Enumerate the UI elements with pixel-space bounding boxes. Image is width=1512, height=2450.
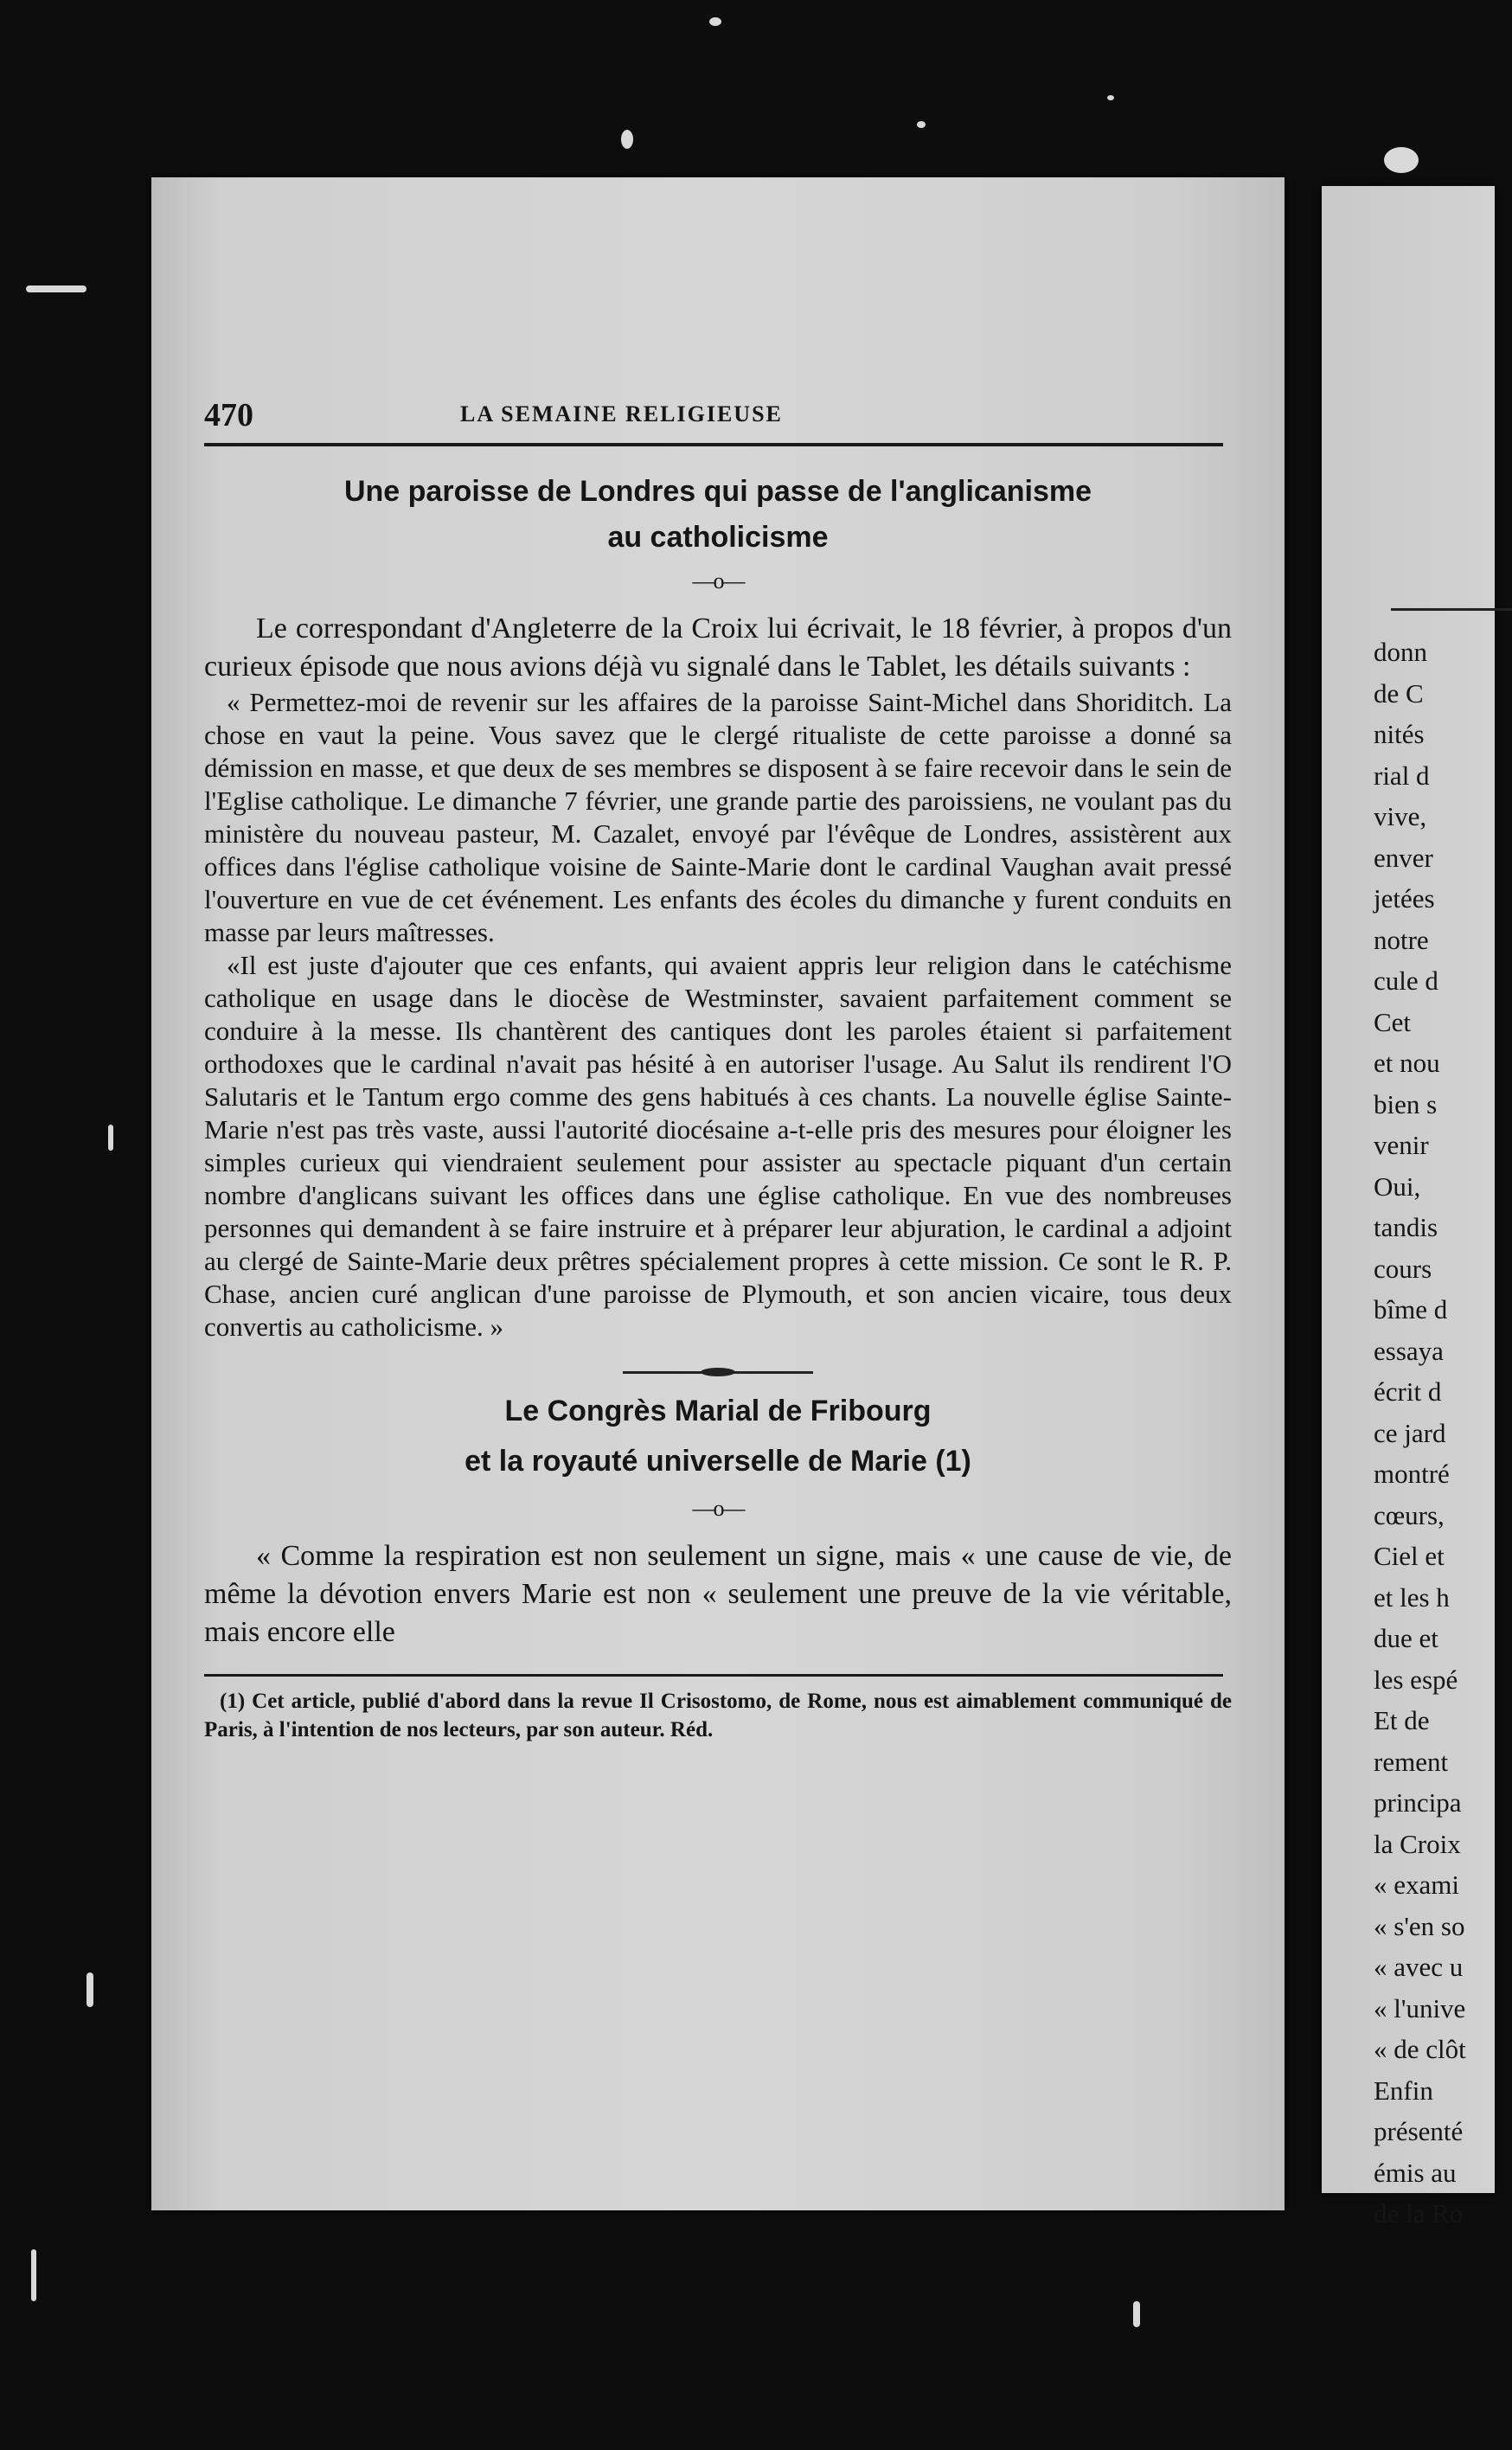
- adjacent-line: émis au: [1374, 2157, 1457, 2188]
- running-title: LA SEMAINE RELIGIEUSE: [460, 401, 783, 427]
- adjacent-line: Enfin: [1374, 2075, 1433, 2106]
- adjacent-line: « s'en so: [1374, 1910, 1465, 1941]
- header-rule: [204, 443, 1223, 446]
- adjacent-line: notre: [1374, 924, 1429, 955]
- quote-paragraph: « Permettez-moi de revenir sur les affaires de la paroisse Saint-Michel dans Shoriditch. La chose en vaut la peine. Vous savez que le clergé ritualiste de cette paroisse a donné sa démission en masse, et que deux de ses membres se disposent à se faire recevoir dans le sein de l'Eglise catholique. Le dimanche 7 février, une grande partie des paroissiens, ne voulant pas du ministère du nouveau pasteur, M. Cazalet, envoyé par l'évêque de Londres, assistèrent aux offices dans l'église catholique voisine de Sainte-Marie dont le cardinal Vaughan avait pressé l'ouverture en vue de cet événement. Les enfants des écoles du dimanche y furent conduits en masse par leurs maîtresses.: [204, 687, 1232, 948]
- separator: —o—: [692, 1495, 744, 1521]
- adjacent-line: principa: [1374, 1787, 1462, 1818]
- adjacent-line: nités: [1374, 719, 1425, 749]
- quote-paragraph: «Il est juste d'ajouter que ces enfants, qui avaient appris leur religion dans le catéchisme catholique en usage dans le diocèse de Westminster, savaient parfaitement comment se conduire à la messe. Ils chantèrent des cantiques dont les paroles étaient si parfaitement orthodoxes que le cardinal n'avait pas hésité à en autoriser l'usage. Au Salut ils rendirent l'O Salutaris et le Tantum ergo comme des gens habitués à ces chants. La nouvelle église Sainte-Marie n'est pas très vaste, aussi l'autorité diocésaine a-t-elle pris des mesures pour éloigner les simples curieux qui viendraient seulement pour assister au spectacle piquant d'un certain nombre d'anglicans suivant les offices dans une église catholique. En vue des nombreuses personnes qui demandent à se faire instruire et à préparer leur abjuration, le cardinal a adjoint au clergé de Sainte-Marie deux prêtres spécialement propres à cette mission. Ce sont le R. P. Chase, ancien curé anglican d'une paroisse de Plymouth, et son ancien vicaire, tous deux convertis au catholicisme. »: [204, 950, 1232, 1343]
- ornament-separator: [204, 1363, 1232, 1378]
- adjacent-line: « l'unive: [1374, 1992, 1466, 2023]
- adjacent-page: [1322, 186, 1495, 2229]
- adjacent-page-rule: [1391, 608, 1512, 611]
- adjacent-line: rement: [1374, 1746, 1449, 1777]
- adjacent-line: bîme d: [1374, 1294, 1448, 1324]
- adjacent-page-text: [1374, 632, 1466, 2235]
- footnote-rule: [204, 1674, 1223, 1677]
- adjacent-line: venir: [1374, 1130, 1429, 1160]
- separator: —o—: [692, 568, 744, 594]
- adjacent-line: jetées: [1374, 883, 1435, 914]
- adjacent-line: Oui,: [1374, 1170, 1421, 1202]
- adjacent-line: Cet: [1374, 1006, 1412, 1037]
- adjacent-line: la Croix: [1374, 1828, 1461, 1859]
- adjacent-line: cule d: [1374, 965, 1438, 996]
- adjacent-line: Et de: [1374, 1705, 1430, 1735]
- page-content: [204, 396, 1232, 1744]
- adjacent-line: de la Ro: [1374, 2198, 1464, 2229]
- adjacent-line: « de clôt: [1374, 2034, 1466, 2064]
- adjacent-line: tandis: [1374, 1212, 1438, 1242]
- article-title-line: au catholicisme: [607, 520, 829, 554]
- adjacent-line: les espé: [1374, 1664, 1458, 1695]
- adjacent-line: essaya: [1374, 1335, 1444, 1366]
- adjacent-line: due et: [1374, 1623, 1438, 1653]
- page-number: 470: [204, 397, 253, 433]
- adjacent-line: cœurs,: [1374, 1499, 1445, 1530]
- article-title: [204, 469, 1232, 560]
- footnote: (1) Cet article, publié d'abord dans la revue Il Crisostomo, de Rome, nous est aimablement communiqué de Paris, à l'intention de nos lecteurs, par son auteur. Réd.: [204, 1689, 1232, 1741]
- adjacent-line: vive,: [1374, 801, 1427, 831]
- adjacent-line: écrit d: [1374, 1376, 1442, 1407]
- adjacent-line: « avec u: [1374, 1952, 1464, 1982]
- article-body: « Comme la respiration est non seulement un signe, mais « une cause de vie, de même la dévotion envers Marie est non « seulement une preuve de la vie véritable, mais encore elle: [204, 1539, 1232, 1648]
- adjacent-line: « exami: [1374, 1870, 1459, 1900]
- running-head: [204, 396, 1232, 431]
- adjacent-line: ce jard: [1374, 1417, 1446, 1448]
- adjacent-line: Ciel et: [1374, 1541, 1445, 1571]
- adjacent-line: rial d: [1374, 760, 1430, 791]
- adjacent-line: de C: [1374, 677, 1424, 709]
- adjacent-line: et les h: [1374, 1581, 1450, 1613]
- adjacent-line: bien s: [1374, 1088, 1438, 1119]
- adjacent-line: enver: [1374, 842, 1433, 873]
- article-title-line: Une paroisse de Londres qui passe de l'anglicanisme: [343, 475, 1092, 508]
- article-title: [204, 1387, 1232, 1487]
- article-title-line: Le Congrès Marial de Fribourg: [504, 1395, 932, 1428]
- intro-paragraph: Le correspondant d'Angleterre de la Croix lui écrivait, le 18 février, à propos d'un curieux épisode que nous avions déjà vu signalé dans le Tablet, les détails suivants :: [204, 612, 1232, 683]
- adjacent-line: donn: [1374, 637, 1427, 667]
- adjacent-line: cours: [1374, 1253, 1432, 1284]
- adjacent-line: présenté: [1374, 2116, 1464, 2146]
- adjacent-line: montré: [1374, 1459, 1450, 1489]
- adjacent-line: et nou: [1374, 1048, 1440, 1078]
- article-title-line: et la royauté universelle de Marie (1): [464, 1445, 971, 1478]
